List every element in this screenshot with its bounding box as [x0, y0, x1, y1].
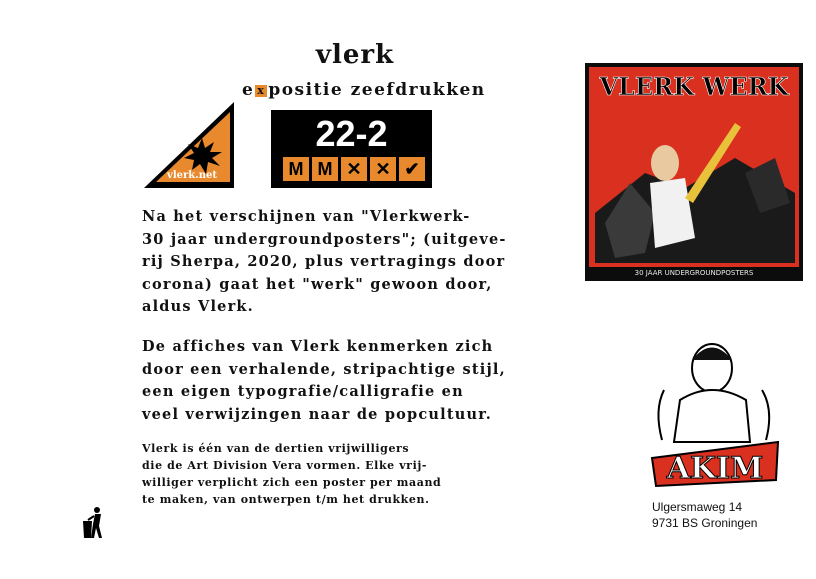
logo-text: vlerk.net: [167, 170, 217, 181]
volunteer-paragraph: [142, 440, 441, 508]
vlerkwerk-poster-image: [585, 63, 803, 281]
text-line: 30 jaar undergroundposters"; (uitgeve-: [142, 230, 507, 248]
address-city: 9731 BS Groningen: [652, 516, 758, 530]
date-badge: [271, 110, 432, 188]
style-paragraph: [142, 336, 506, 426]
page-subtitle: [242, 80, 486, 100]
roman-row: [283, 157, 425, 181]
text-line: veel verwijzingen naar de popcultuur.: [142, 405, 492, 423]
trash-icon: [83, 506, 105, 540]
text-line: door een verhalende, stripachtige stijl,: [142, 360, 506, 378]
subtitle-prefix: e: [242, 80, 255, 100]
text-line: aldus Vlerk.: [142, 298, 254, 315]
address-block: [652, 499, 757, 531]
text-line: corona) gaat het "werk" gewoon door,: [142, 275, 493, 293]
akim-logo: [650, 330, 780, 490]
roman-cell: M: [312, 157, 338, 181]
vlerk-logo: [142, 100, 236, 190]
text-line: te maken, van ontwerpen t/m het drukken.: [142, 493, 430, 506]
subtitle-x-mark: x: [257, 83, 266, 97]
roman-cell: ✕: [341, 157, 367, 181]
text-line: De affiches van Vlerk kenmerken zich: [142, 338, 494, 355]
text-line: Na het verschijnen van "Vlerkwerk-: [142, 208, 471, 225]
page-title: vlerk: [315, 40, 395, 70]
text-line: die de Art Division Vera vormen. Elke vrij-: [142, 459, 428, 472]
text-line: Vlerk is één van de dertien vrijwilligers: [142, 442, 410, 455]
date-text: 22-2: [315, 113, 388, 154]
roman-cell: ✕: [370, 157, 396, 181]
text-line: williger verplicht zich een poster per maand: [142, 476, 442, 489]
roman-cell: ✔: [399, 157, 425, 181]
intro-paragraph: [142, 206, 507, 319]
subtitle-suffix: positie zeefdrukken: [268, 80, 486, 100]
text-line: rij Sherpa, 2020, plus vertragings door: [142, 253, 506, 270]
poster-title: VLERK WERK: [599, 72, 789, 101]
akim-text: AKIM: [666, 451, 764, 486]
address-street: Ulgersmaweg 14: [652, 500, 743, 514]
roman-cell: M: [283, 157, 309, 181]
text-line: een eigen typografie/calligrafie en: [142, 383, 464, 400]
poster-caption: 30 JAAR UNDERGROUNDPOSTERS: [634, 269, 754, 277]
